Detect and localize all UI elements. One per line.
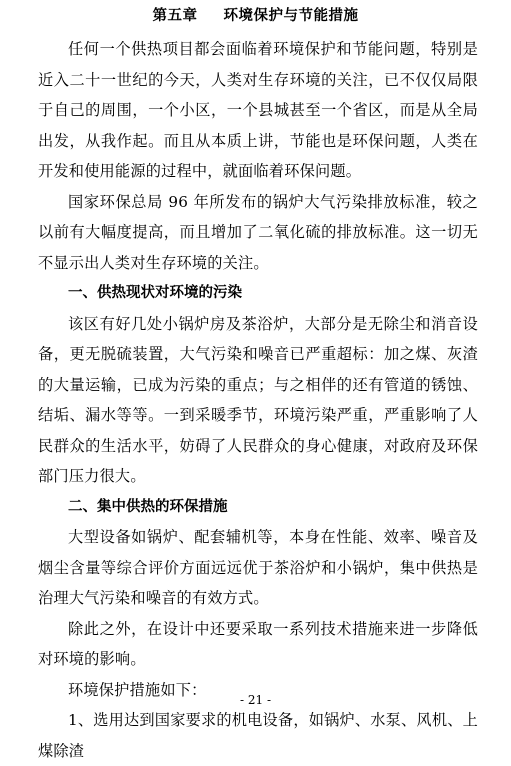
page-number: - 21 -	[239, 693, 271, 707]
section-heading-pollution: 一、供热现状对环境的污染	[68, 285, 242, 301]
paragraph-intro: 任何一个供热项目都会面临着环境保护和节能问题，特别是近入二十一世纪的今天，人类对生存环境的关注，已不仅仅局限于自己的周围，一个小区，一个县城甚至一个省区，而是从全局出发，从我作起。而且从本质上讲，节能也是环保问题，人类在开发和使用能源的过程中，就面临着环保问题。	[38, 40, 478, 180]
paragraph-measure-1: 1、选用达到国家要求的机电设备，如锅炉、水泵、风机、上煤除渣	[38, 711, 478, 760]
paragraph-standard: 国家环保总局 96 年所发布的锅炉大气污染排放标准，较之以前有大幅度提高，而且增加了二氧化硫的排放标准。这一切无不显示出人类对生存环境的关注。	[38, 192, 478, 272]
paragraph-measures-intro: 环境保护措施如下：	[68, 680, 207, 699]
paragraph-equipment: 大型设备如锅炉、配套辅机等，本身在性能、效率、噪音及烟尘含量等综合评价方面远远优于茶浴炉和小锅炉，集中供热是治理大气污染和噪音的有效方式。	[38, 528, 478, 607]
paragraph-design: 除此之外，在设计中还要采取一系列技术措施来进一步降低对环境的影响。	[38, 619, 478, 668]
document-body	[38, 34, 478, 766]
chapter-title	[0, 6, 511, 26]
section-heading-measures: 二、集中供热的环保措施	[68, 498, 228, 515]
chapter-number: 第五章	[152, 8, 198, 24]
paragraph-pollution: 该区有好几处小锅炉房及茶浴炉，大部分是无除尘和消音设备，更无脱硫装置，大气污染和噪音已严重超标：加之煤、灰渣的大量运输，已成为污染的重点；与之相伴的还有管道的锈蚀、结垢、漏水等等。一到采暖季节，环境污染严重，严重影响了人民群众的生活水平，妨碍了人民群众的身心健康，对政府及环保部门压力很大。	[38, 314, 478, 485]
chapter-name: 环境保护与节能措施	[223, 8, 359, 24]
